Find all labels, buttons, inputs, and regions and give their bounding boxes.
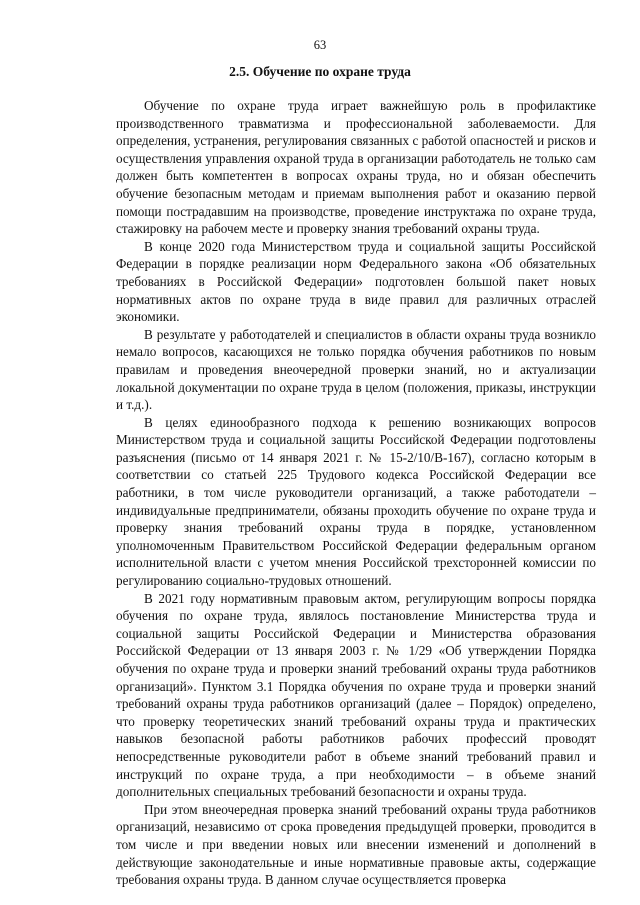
paragraph-2: В конце 2020 года Министерством труда и социальной защиты Российской Федерации в порядке реализации норм Федерального закона «Об обязательных требованиях в Российской Федерации» подготовлен большой пакет новых нормативных актов по охране труда в виде правил для различных отраслей экономики.	[116, 238, 596, 325]
body-text	[116, 97, 596, 889]
paragraph-3: В результате у работодателей и специалистов в области охраны труда возникло немало вопросов, касающихся не только порядка обучения работников по новым правилам и проведения внеочередной проверки знаний, но и актуализации локальной документации по охране труда в целом (положения, приказы, инструкции и т.д.).	[116, 326, 596, 413]
paragraph-6: При этом внеочередная проверка знаний требований охраны труда работников организаций, независимо от срока проведения предыдущей проверки, проводится в том числе и при введении новых или внесении изменений и дополнений в действующие законодательные и иные нормативные правовые акты, содержащие требования охраны труда. В данном случае осуществляется проверка	[116, 801, 596, 888]
page-number: 63	[313, 38, 327, 52]
paragraph-1: Обучение по охране труда играет важнейшую роль в профилактике производственного травматизма и профессиональной заболеваемости. Для определения, устранения, регулирования связанных с работой опасностей и рисков и осуществления управления охраной труда в организации работодатель не только сам должен быть компетентен в вопросах охраны труда, но и обязан обеспечить обучение безопасным методам и приемам выполнения работ и оказанию первой помощи пострадавшим на производстве, проведение инструктажа по охране труда, стажировку на рабочем месте и проверку знания требований охраны труда.	[116, 98, 596, 237]
section-title: 2.5. Обучение по охране труда	[229, 64, 411, 79]
paragraph-5: В 2021 году нормативным правовым актом, регулирующим вопросы порядка обучения по охране труда, являлось постановление Министерства труда и социальной защиты Российской Федерации и Министерства образования Российской Федерации от 13 января 2003 г. № 1/29 «Об утверждении Порядка обучения по охране труда и проверки знаний требований охраны труда работников организаций». Пунктом 3.1 Порядка обучения по охране труда и проверки знаний требований охраны труда работников организаций (далее – Порядок) определено, что проверку теоретических знаний требований охраны труда и практических навыков безопасной работы работников рабочих профессий проводят непосредственные руководители работ в объеме знаний требований правил и инструкций по охране труда, а при необходимости – в объеме знаний дополнительных специальных требований безопасности и охраны труда.	[116, 590, 596, 800]
paragraph-4: В целях единообразного подхода к решению возникающих вопросов Министерством труда и социальной защиты Российской Федерации подготовлены разъяснения (письмо от 14 января 2021 г. № 15-2/10/В-167), согласно которым в соответствии со статьей 225 Трудового кодекса Российской Федерации все работники, в том числе руководители организаций, а также работодатели – индивидуальные предприниматели, обязаны проходить обучение по охране труда и проверку знания требований охраны труда в порядке, установленном уполномоченным Правительством Российской Федерации федеральным органом исполнительной власти с учетом мнения Российской трехсторонней комиссии по регулированию социально-трудовых отношений.	[116, 414, 596, 589]
